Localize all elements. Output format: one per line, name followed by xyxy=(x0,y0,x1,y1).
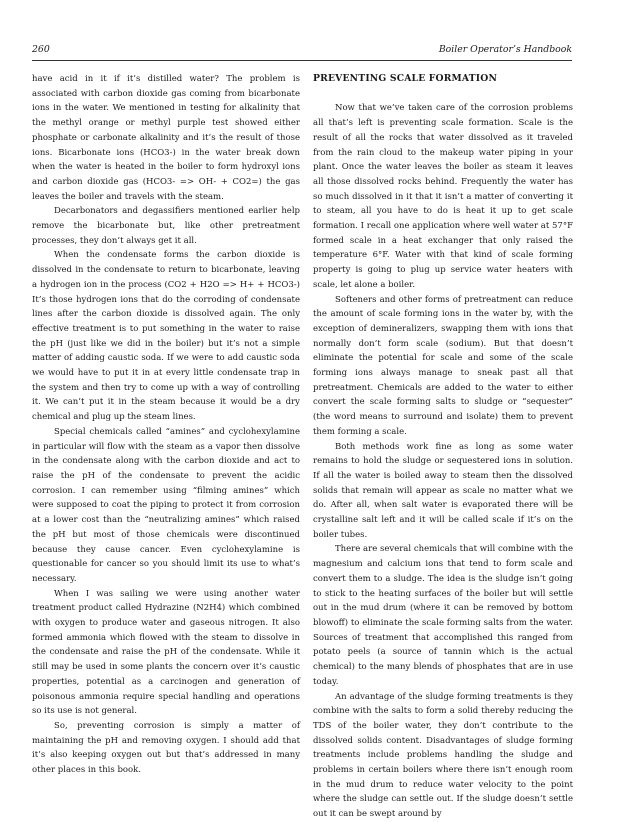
left-column xyxy=(32,72,300,778)
book-title: Boiler Operator’s Handbook xyxy=(438,44,572,55)
right-column xyxy=(313,72,573,822)
page-number: 260 xyxy=(32,44,50,55)
right-paragraph-3: Both methods work fine as long as some water remains to hold the sludge or sequestered ions in solution. If all the water is boiled away to steam then the dissolved solids that remain will appear as scale no matter what we do. After all, when salt water is evaporated there will be crystalline salt left and it will be called scale if it’s on the boiler tubes. xyxy=(313,441,573,540)
left-paragraph-4: Special chemicals called “amines” and cyclohexylamine in particular will flow with the steam as a vapor then dissolve in the condensate along with the carbon dioxide and act to raise the pH of the condensate to prevent the acidic corrosion. I can remember using “filming amines” which were supposed to coat the piping to protect it from corrosion at a lower cost than the “neutralizing amines” which raised the pH but most of those chemicals were discontinued because they cause cancer. Even cyclohexylamine is questionable for cancer so you should limit its use to what’s necessary. xyxy=(32,426,300,584)
right-paragraph-1: Now that we’ve taken care of the corrosion problems all that’s left is preventing scale formation. Scale is the result of all the rocks that water dissolved as it traveled from the rain cloud to the makeup water piping in your plant. Once the water leaves the boiler as steam it leaves all those dissolved rocks behind. Frequently the water has so much dissolved in it that it isn’t a matter of converting it to steam, all you have to do is heat it up to get scale formation. I recall one application where well water at 57°F formed scale in a heat exchanger that only raised the temperature 6°F. Water with that kind of scale forming property is going to plug up service water heaters with scale, let alone a boiler. xyxy=(313,103,573,290)
left-paragraph-1: have acid in it if it’s distilled water? The problem is associated with carbon dioxide gas coming from bicarbonate ions in the water. We mentioned in testing for alkalinity that the methyl orange or methyl purple test showed either phosphate or carbonate alkalinity and it’s the result of those ions. Bicarbonate ions (HCO3-) in the water break down when the water is heated in the boiler to form hydroxyl ions and carbon dioxide gas (HCO3- => OH- + CO2=) the gas leaves the boiler and travels with the steam. xyxy=(32,74,300,202)
right-paragraph-5: An advantage of the sludge forming treatments is they combine with the salts to form a solid thereby reducing the TDS of the boiler water, they don’t contribute to the dissolved solids content. Disadvantages of sludge forming treatments include problems handling the sludge and problems in certain boilers where there isn’t enough room in the mud drum to reduce water velocity to the point where the sludge can settle out. If the sludge doesn’t settle out it can be swept around by xyxy=(313,691,573,820)
right-paragraph-2: Softeners and other forms of pretreatment can reduce the amount of scale forming ions in the water by, with the exception of demineralizers, swapping them with ions that normally don’t form scale (sodium). But that doesn’t eliminate the potential for scale and some of the scale forming ions always manage to sneak past all that pretreatment. Chemicals are added to the water to either convert the scale forming salts to sludge or “sequester” (the word means to surround and isolate) them to prevent them forming a scale. xyxy=(313,294,573,437)
section-heading: PREVENTING SCALE FORMATION xyxy=(313,73,498,84)
left-paragraph-2: Decarbonators and degassifiers mentioned earlier help remove the bicarbonate but, like other pretreatment processes, they don’t always get it all. xyxy=(32,206,300,246)
left-paragraph-3: When the condensate forms the carbon dioxide is dissolved in the condensate to return to bicarbonate, leaving a hydrogen ion in the process (CO2 + H2O => H+ + HCO3-) It’s those hydrogen ions that do the corroding of condensate lines after the carbon dioxide is dissolved again. The only effective treatment is to put something in the water to raise the pH (just like we did in the boiler) but it’s not a simple matter of adding caustic soda. If we were to add caustic soda we would have to put it in at every little condensate trap in the system and then try to come up with a way of controlling it. We can’t put it in the steam because it would be a dry chemical and plug up the steam lines. xyxy=(32,250,300,423)
right-paragraph-4: There are several chemicals that will combine with the magnesium and calcium ions that tend to form scale and convert them to a sludge. The idea is the sludge isn’t going to stick to the heating surfaces of the boiler but will settle out in the mud drum (where it can be removed by bottom blowoff) to eliminate the scale forming salts from the water. Sources of treatment that accomplished this ranged from potato peels (a source of tannin which is the actual chemical) to the many blends of phosphates that are in use today. xyxy=(313,544,573,687)
header-rule xyxy=(32,60,572,61)
left-paragraph-5: When I was sailing we were using another water treatment product called Hydrazine (N2H4) which combined with oxygen to produce water and gaseous nitrogen. It also formed ammonia which flowed with the steam to dissolve in the condensate and raise the pH of the condensate. While it still may be used in some plants the concern over it’s caustic properties, potential as a carcinogen and generation of poisonous ammonia require special handling and operations so its use is not general. xyxy=(32,588,300,717)
left-paragraph-6: So, preventing corrosion is simply a matter of maintaining the pH and removing oxygen. I should add that it’s also keeping oxygen out but that’s addressed in many other places in this book. xyxy=(32,720,300,776)
running-header xyxy=(32,44,572,58)
